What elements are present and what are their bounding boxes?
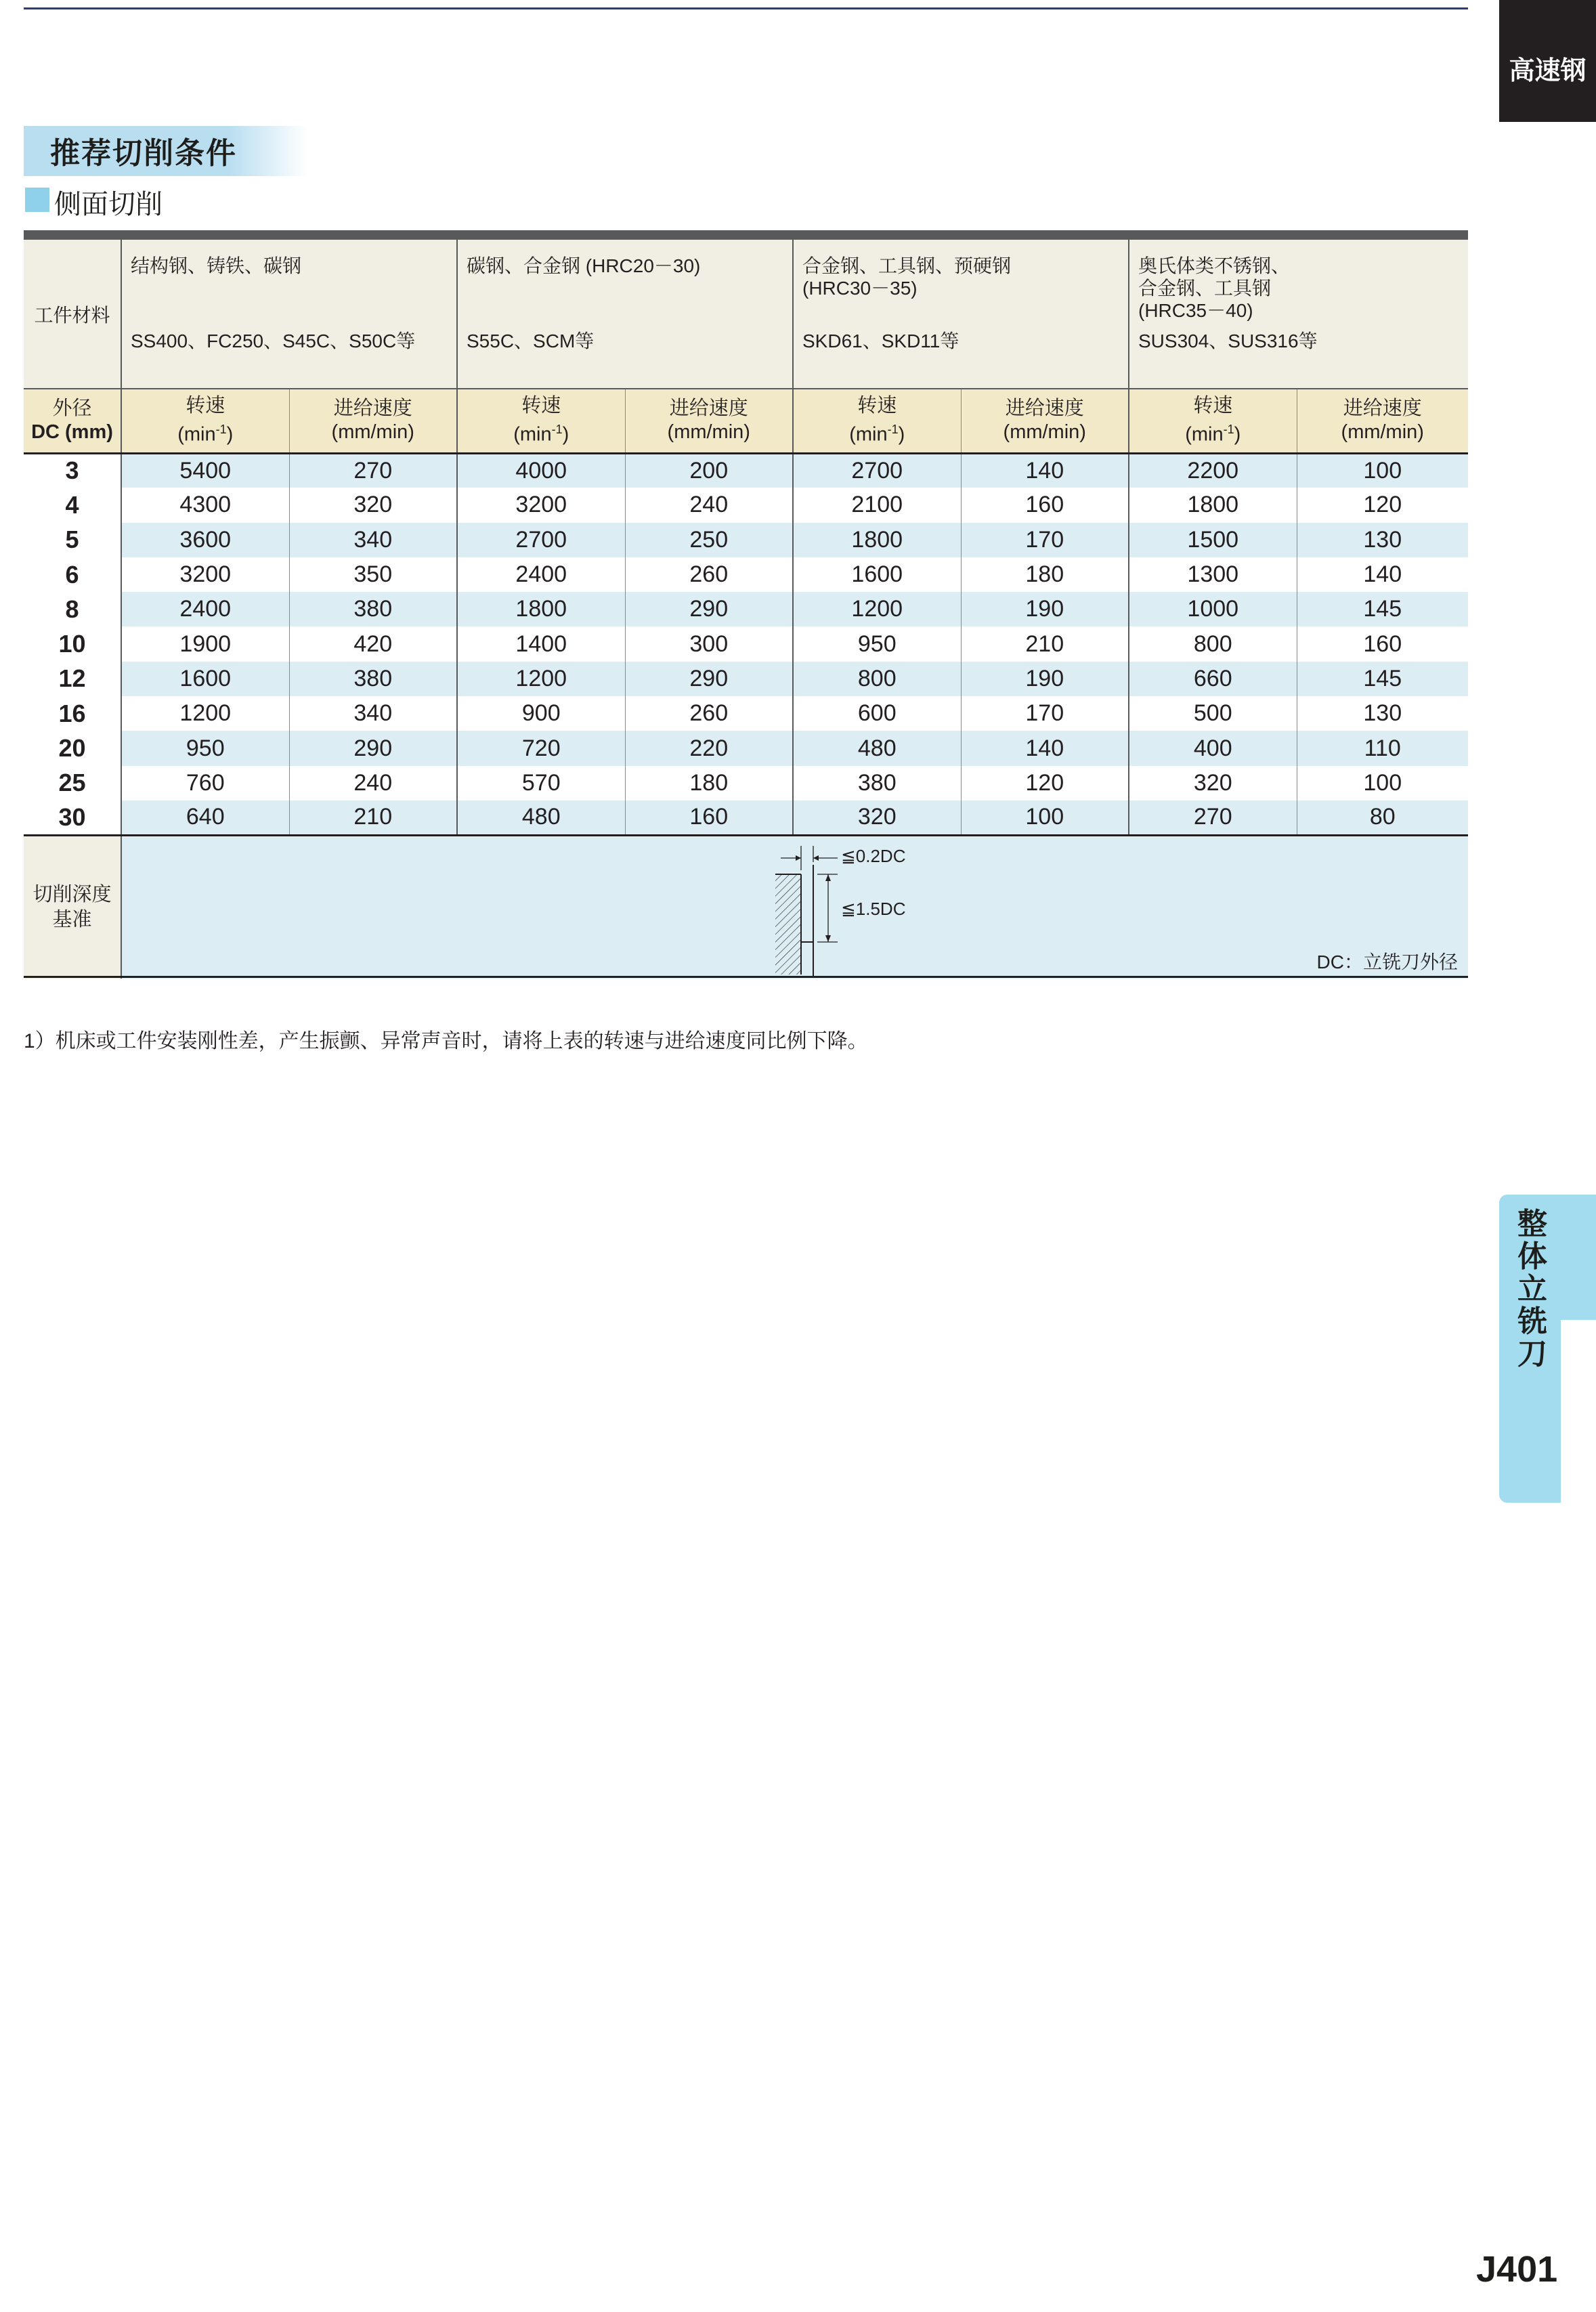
table-row [24,662,1468,696]
speed-cell: 3200 [121,557,289,592]
speed-cell: 2400 [121,592,289,626]
speed-cell: 320 [1129,766,1297,800]
speed-cell: 950 [793,626,961,661]
feed-cell: 420 [289,626,457,661]
material-row [24,240,1468,389]
speed-cell: 1800 [457,592,625,626]
feed-cell: 170 [961,523,1129,557]
feed-cell: 145 [1297,662,1468,696]
material-codes: SS400、FC250、S45C、S50C等 [131,330,416,351]
side-tab-notch [1561,1320,1596,1503]
feed-cell: 200 [625,453,793,488]
cutting-depth-diagram [762,840,843,976]
feed-cell: 140 [961,453,1129,488]
table-top-rule [24,230,1468,240]
feed-header-unit: (mm/min) [331,421,414,444]
depth-of-cut-row [24,835,1468,979]
diameter-cell: 3 [24,453,121,488]
diameter-cell: 8 [24,592,121,626]
top-rule [24,7,1468,9]
table-row [24,557,1468,592]
table-row [24,488,1468,522]
speed-header-line1: 转速 [186,395,225,417]
feed-cell: 170 [961,696,1129,731]
material-codes: SUS304、SUS316等 [1138,330,1318,351]
feed-cell: 290 [625,662,793,696]
speed-cell: 720 [457,731,625,765]
feed-cell: 130 [1297,523,1468,557]
feed-cell: 80 [1297,800,1468,835]
feed-cell: 210 [961,626,1129,661]
cutting-conditions-table [24,240,1468,979]
footnote: 1）机床或工件安装刚性差，产生振颤、异常声音时，请将上表的转速与进给速度同比例下降。 [24,1030,868,1052]
category-tab [1499,0,1596,122]
material-cell [1129,240,1468,389]
speed-unit-prefix: (min [513,424,552,446]
feed-header [961,389,1129,453]
feed-cell: 190 [961,662,1129,696]
speed-unit-prefix: (min [849,424,888,446]
speed-header-unit [122,418,289,447]
feed-cell: 380 [289,662,457,696]
feed-header [625,389,793,453]
feed-header-unit: (mm/min) [667,421,750,444]
material-name: 结构钢、铸铁、碳钢 [131,255,302,276]
feed-header-unit: (mm/min) [1003,421,1086,444]
speed-cell: 380 [793,766,961,800]
speed-cell: 4300 [121,488,289,522]
feed-header-line1: 进给速度 [669,398,748,420]
feed-header-unit: (mm/min) [1341,421,1424,444]
speed-cell: 1200 [457,662,625,696]
feed-cell: 380 [289,592,457,626]
speed-cell: 400 [1129,731,1297,765]
diameter-header [24,389,121,453]
speed-unit-exponent: -1 [887,423,899,437]
speed-unit-suffix: ) [1234,424,1241,446]
diameter-cell: 5 [24,523,121,557]
feed-cell: 250 [625,523,793,557]
feed-cell: 180 [625,766,793,800]
speed-cell: 1200 [793,592,961,626]
speed-unit-prefix: (min [177,424,216,446]
diameter-cell: 25 [24,766,121,800]
speed-cell: 3200 [457,488,625,522]
speed-cell: 1000 [1129,592,1297,626]
speed-cell: 1900 [121,626,289,661]
speed-cell: 1800 [793,523,961,557]
material-name: 合金钢、工具钢、预硬钢 (HRC30－35) [802,255,1012,299]
speed-cell: 640 [121,800,289,835]
material-codes: S55C、SCM等 [467,330,595,351]
speed-cell: 950 [121,731,289,765]
speed-cell: 800 [1129,626,1297,661]
diameter-cell: 30 [24,800,121,835]
material-codes: SKD61、SKD11等 [802,330,959,351]
feed-header [289,389,457,453]
feed-cell: 210 [289,800,457,835]
feed-cell: 290 [625,592,793,626]
feed-header-line1: 进给速度 [333,398,412,420]
speed-header-unit [794,418,961,447]
speed-cell: 1400 [457,626,625,661]
feed-header [1297,389,1468,453]
feed-cell: 240 [289,766,457,800]
speed-header-line1: 转速 [857,395,897,417]
feed-cell: 340 [289,696,457,731]
speed-cell: 1200 [121,696,289,731]
page-number: J401 [1476,2249,1558,2290]
speed-cell: 570 [457,766,625,800]
feed-cell: 120 [961,766,1129,800]
feed-cell: 145 [1297,592,1468,626]
feed-header-line1: 进给速度 [1005,398,1084,420]
speed-cell: 5400 [121,453,289,488]
diameter-cell: 20 [24,731,121,765]
diameter-header-line2: DC (mm) [31,421,113,444]
speed-cell: 1300 [1129,557,1297,592]
table-row [24,453,1468,488]
diameter-cell: 6 [24,557,121,592]
speed-header [121,389,289,453]
material-cell [793,240,1129,389]
feed-cell: 270 [289,453,457,488]
speed-cell: 480 [457,800,625,835]
speed-cell: 1600 [793,557,961,592]
speed-cell: 800 [793,662,961,696]
subsection-marker [25,188,49,212]
speed-unit-prefix: (min [1185,424,1224,446]
speed-cell: 4000 [457,453,625,488]
feed-cell: 100 [1297,766,1468,800]
speed-unit-exponent: -1 [1223,423,1234,437]
diameter-cell: 4 [24,488,121,522]
feed-cell: 180 [961,557,1129,592]
feed-cell: 190 [961,592,1129,626]
speed-cell: 500 [1129,696,1297,731]
speed-unit-exponent: -1 [215,423,227,437]
speed-cell: 600 [793,696,961,731]
feed-cell: 100 [961,800,1129,835]
speed-cell: 2100 [793,488,961,522]
speed-cell: 480 [793,731,961,765]
feed-cell: 320 [289,488,457,522]
workpiece-hatch [775,874,801,975]
feed-cell: 130 [1297,696,1468,731]
speed-cell: 660 [1129,662,1297,696]
feed-cell: 100 [1297,453,1468,488]
speed-header-line1: 转速 [521,395,561,417]
feed-cell: 220 [625,731,793,765]
depth-of-cut-diagram-cell [121,835,1468,979]
feed-header-line1: 进给速度 [1343,398,1422,420]
speed-header-line1: 转速 [1193,395,1233,417]
table-row [24,523,1468,557]
material-label: 工件材料 [24,240,121,389]
feed-cell: 300 [625,626,793,661]
speed-cell: 2700 [793,453,961,488]
category-tab-label: 高速钢 [1509,57,1587,85]
axial-depth-label: ≦1.5DC [841,898,906,919]
feed-cell: 140 [1297,557,1468,592]
material-name: 碳钢、合金钢 (HRC20－30) [467,255,701,276]
radial-depth-label: ≦0.2DC [841,845,906,866]
speed-cell: 320 [793,800,961,835]
subsection-title: 侧面切削 [54,190,163,219]
section-title: 推荐切削条件 [50,137,237,170]
speed-cell: 760 [121,766,289,800]
speed-cell: 2700 [457,523,625,557]
feed-cell: 120 [1297,488,1468,522]
speed-header [793,389,961,453]
speed-header [457,389,625,453]
table-row [24,626,1468,661]
feed-cell: 290 [289,731,457,765]
speed-unit-suffix: ) [562,424,569,446]
table-row [24,766,1468,800]
table-row [24,731,1468,765]
diameter-cell: 10 [24,626,121,661]
speed-cell: 1600 [121,662,289,696]
feed-cell: 350 [289,557,457,592]
section-side-tab-label: 整体立铣刀 [1517,1207,1547,1371]
speed-cell: 270 [1129,800,1297,835]
feed-cell: 110 [1297,731,1468,765]
depth-of-cut-diagram [122,836,1468,979]
diameter-cell: 16 [24,696,121,731]
speed-cell: 1500 [1129,523,1297,557]
material-cell [457,240,793,389]
feed-cell: 260 [625,696,793,731]
feed-cell: 260 [625,557,793,592]
diameter-cell: 12 [24,662,121,696]
speed-cell: 1800 [1129,488,1297,522]
feed-cell: 240 [625,488,793,522]
speed-cell: 900 [457,696,625,731]
column-header-row [24,389,1468,453]
feed-cell: 160 [625,800,793,835]
speed-cell: 2200 [1129,453,1297,488]
feed-cell: 160 [961,488,1129,522]
feed-cell: 140 [961,731,1129,765]
speed-unit-exponent: -1 [551,423,563,437]
dc-definition-note: DC：立铣刀外径 [1316,951,1458,972]
speed-unit-suffix: ) [898,424,905,446]
speed-header [1129,389,1297,453]
material-cell [121,240,457,389]
speed-header-unit [458,418,625,447]
table-bottom-rule [24,976,1468,978]
speed-unit-suffix: ) [226,424,234,446]
feed-cell: 340 [289,523,457,557]
table-row [24,696,1468,731]
feed-cell: 160 [1297,626,1468,661]
speed-header-unit [1129,418,1297,447]
speed-cell: 3600 [121,523,289,557]
depth-of-cut-label: 切削深度 基准 [24,835,121,979]
diameter-header-line1: 外径 [52,398,92,420]
material-name: 奥氏体类不锈钢、 合金钢、工具钢 (HRC35－40) [1138,255,1291,321]
table-row [24,800,1468,835]
speed-cell: 2400 [457,557,625,592]
table-row [24,592,1468,626]
